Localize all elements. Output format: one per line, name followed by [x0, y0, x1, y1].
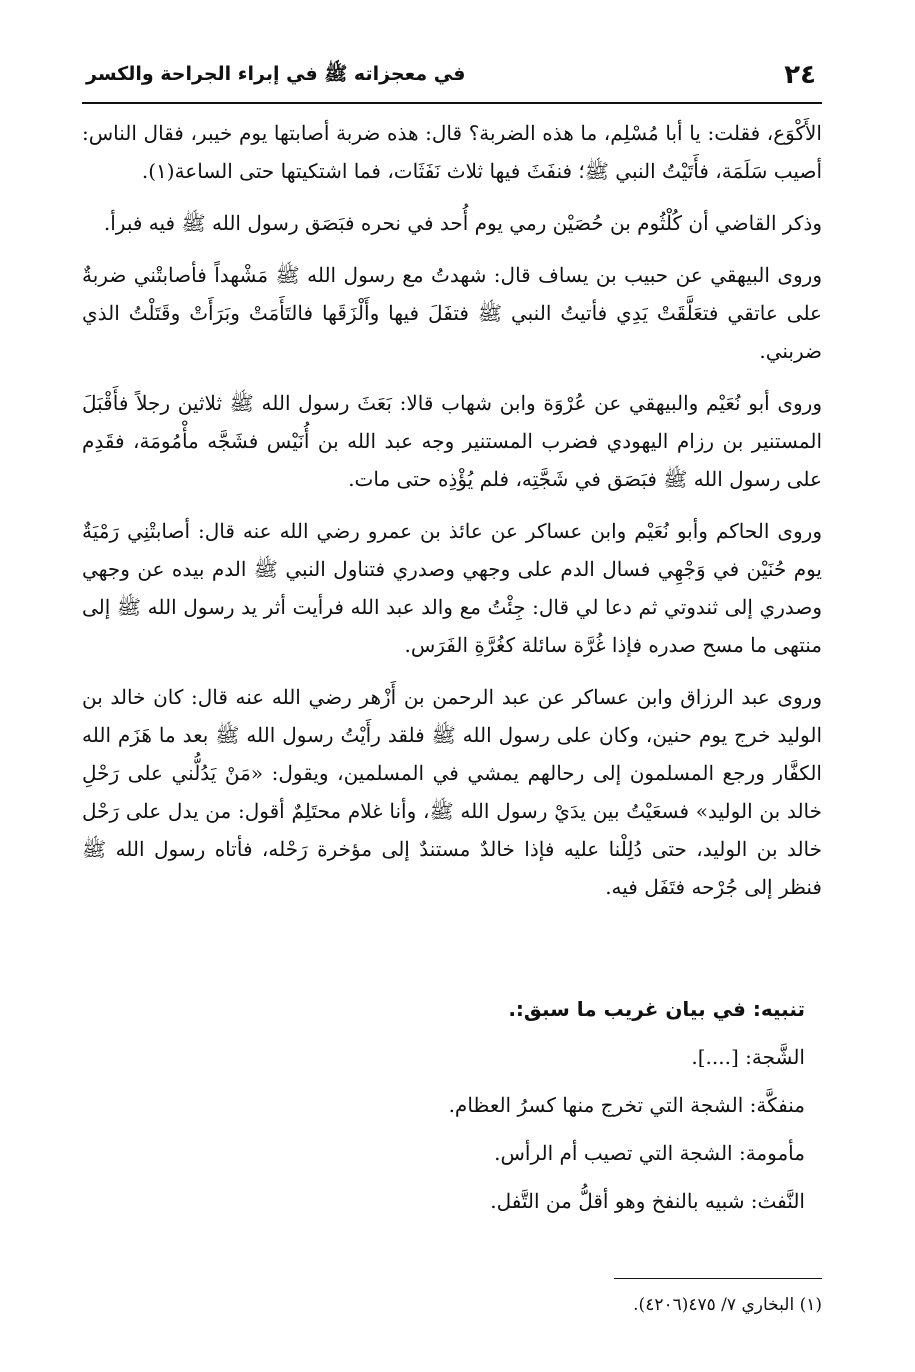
gloss-entry: الشَّجة: [....].	[691, 1045, 805, 1069]
paragraph: وروى الحاكم وأبو نُعَيْم وابن عساكر عن عائذ بن عمرو رضي الله عنه قال: أصابتْنِي رَمْيَةٌ يوم حُنَيْن في وَجْهِي فسال الدم على وجهي وصدري فتناول النبي ﷺ الدم بيده عن وجهي وصدري إلى ثندوتي ثم دعا لي قال: جِئْتُ مع والد عبد الله فرأيت أثر يد رسول الله ﷺ إلى منتهى ما مسح صدره فإذا غُرَّة سائلة كغُرَّةِ الفَرَس.	[82, 519, 822, 657]
paragraph: وروى عبد الرزاق وابن عساكر عن عبد الرحمن بن أَزْهر رضي الله عنه قال: كان خالد بن الوليد خرج يوم حنين، وكان على رسول الله ﷺ فلقد رأَيْتُ رسول الله ﷺ بعد ما هَزَم الله الكفَّار ورجع المسلمون إلى رحالهم يمشي في المسلمين، ويقول: «مَنْ يَدُلُّني على رَحْلِ خالد بن الوليد» فسعَيْتُ بين يدَيْ رسول الله ﷺ، وأنا غلام محتَلِمٌ أقول: من يدل على رَحْل خالد بن الوليد، حتى دُلِلْنا عليه فإذا خالدٌ مستندٌ إلى مؤخرة رَحْله، فأتاه رسول الله ﷺ فنظر إلى جُرْحه فتَفَل فيه.	[82, 685, 822, 899]
paragraph: وروى البيهقي عن حبيب بن يساف قال: شهدتُ مع رسول الله ﷺ مَشْهداً فأصابتْني ضربةٌ على عاتقي فتعَلَّقَتْ يَدِي فأتيتُ النبي ﷺ فتفَلَ فيها وأَلْزَقَها فالتَأَمَتْ وبَرَأَتْ وقَتَلْتُ الذي ضربني.	[82, 263, 822, 363]
footnote: (١) البخاري ٧/ ٤٧٥(٤٢٠٦).	[633, 1295, 822, 1315]
main-text	[82, 114, 822, 920]
gloss-entry: منفكَّة: الشجة التي تخرج منها كسرُ العظام.	[448, 1093, 805, 1117]
notice-section	[185, 985, 805, 1225]
paragraph: وذكر القاضي أن كُلْثُوم بن حُصَيْن رمي يوم أُحد في نحره فبَصَق رسول الله ﷺ فيه فبرأ.	[103, 211, 822, 235]
header-rule	[82, 102, 822, 104]
paragraph: وروى أبو نُعَيْم والبيهقي عن عُرْوَة وابن شهاب قالا: بَعَثَ رسول الله ﷺ ثلاثين رجلاً فأَقْبَلَ المستنير بن رزام اليهودي فضرب المستنير وجه عبد الله بن أُنَيْس فشَجَّه مأْمُومَة، فقَدِم على رسول الله ﷺ فبَصَق في شَجَّتِه، فلم يُؤْذِه حتى مات.	[82, 391, 822, 491]
gloss-entry: مأمومة: الشجة التي تصيب أم الرأس.	[494, 1141, 805, 1165]
paragraph: الأَكْوَع، فقلت: يا أبا مُسْلِم، ما هذه الضربة؟ قال: هذه ضربة أصابتها يوم خيبر، فقال الناس: أصيب سَلَمَة، فأَتَيْتُ النبي ﷺ؛ فنفَثَ فيها ثلاث نَفَثَات، فما اشتكيتها حتى الساعة(١).	[82, 121, 822, 183]
notice-title: تنبيه: في بيان غريب ما سبق:.	[508, 997, 805, 1021]
running-title: في معجزاته ﷺ في إبراء الجراحة والكسر	[86, 63, 466, 85]
footnote-rule	[614, 1278, 822, 1279]
gloss-entry: النَّفث: شبيه بالنفخ وهو أقلُّ من التَّفل.	[490, 1189, 805, 1213]
page-number: ٢٤	[784, 60, 816, 90]
page-header	[82, 56, 822, 96]
